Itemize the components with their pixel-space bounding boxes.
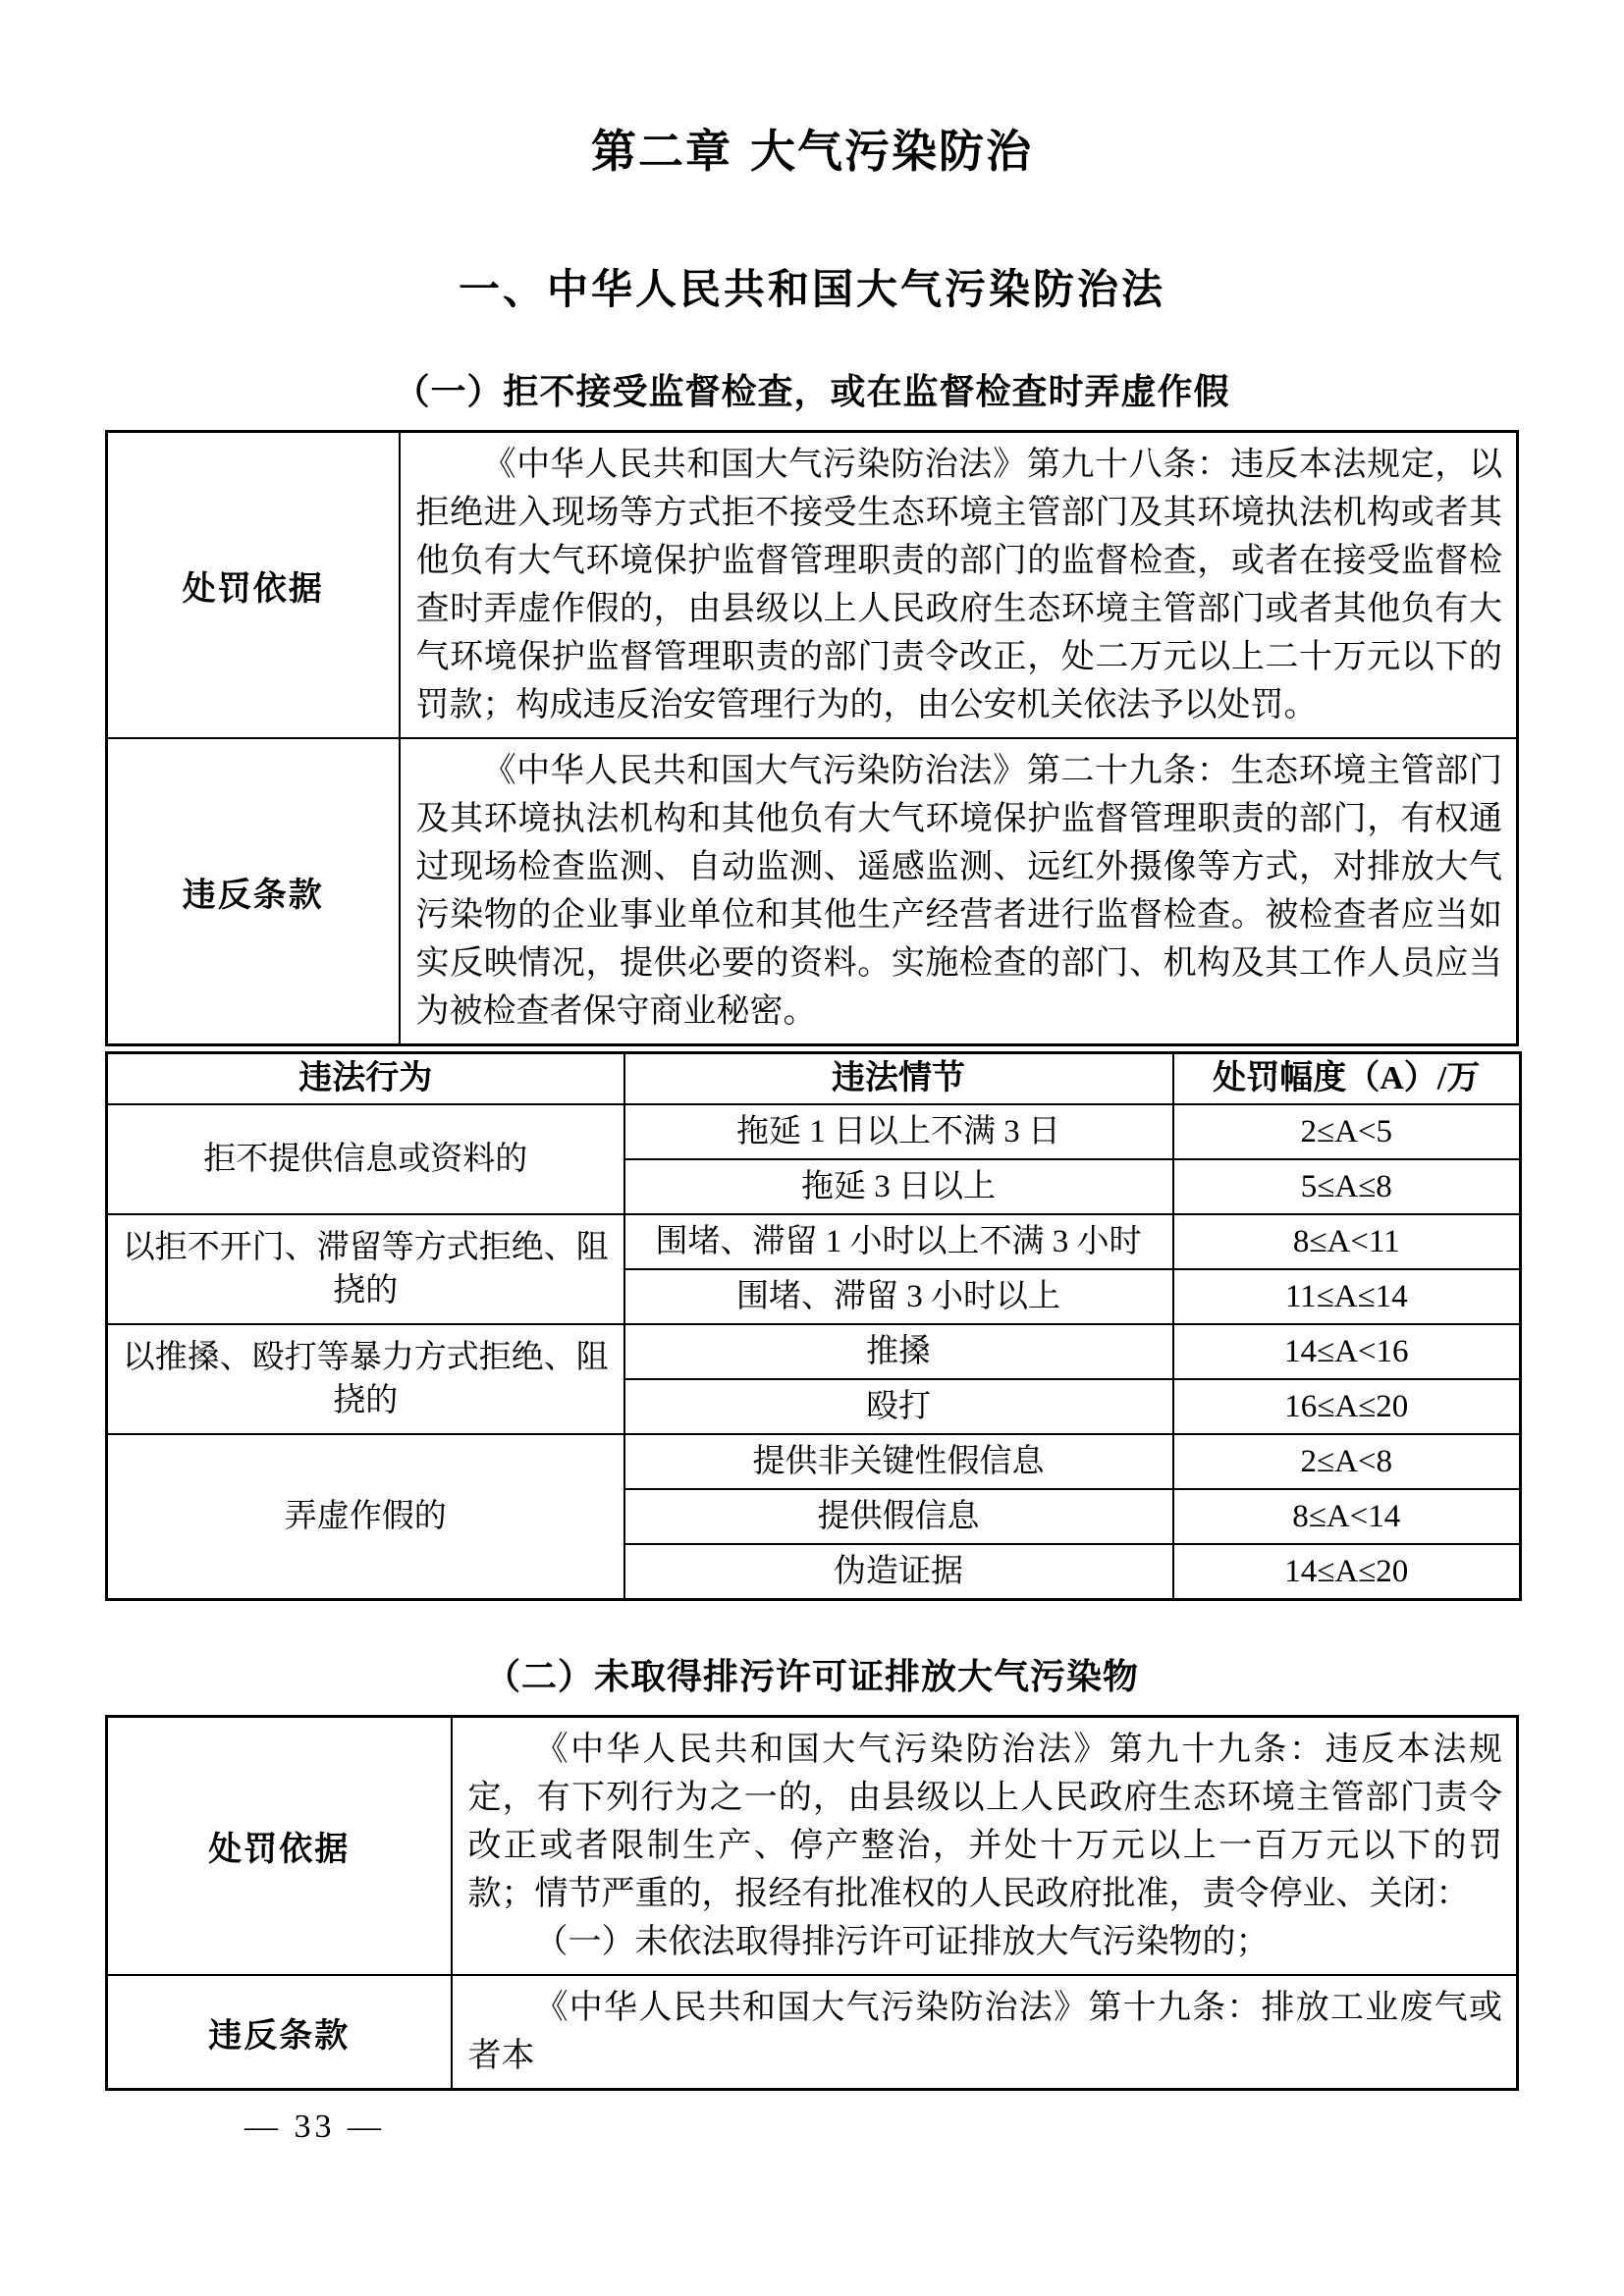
- violated-clause-label: 违反条款: [107, 1975, 452, 2090]
- law-name-title: 一、中华人民共和国大气污染防治法: [458, 268, 1165, 313]
- table-row: [107, 1975, 1518, 2090]
- circumstance-cell: 围堵、滞留 1 小时以上不满 3 小时: [624, 1214, 1173, 1269]
- table-row: [107, 1324, 1521, 1379]
- violated-clause-cell: [400, 738, 1518, 1045]
- section1-basis-table: [105, 430, 1519, 1046]
- table-row: [107, 1434, 1521, 1489]
- section1-violation-table: [105, 1051, 1522, 1601]
- table-row: [107, 1717, 1518, 1976]
- page-number: — 33 —: [244, 2109, 385, 2145]
- chapter-title: 第二章 大气污染防治: [590, 125, 1033, 178]
- section2-heading: （二）未取得排污许可证排放大气污染物: [484, 1657, 1139, 1696]
- header-illegal-circumstance: 违法情节: [624, 1053, 1173, 1105]
- circumstance-cell: 拖延 1 日以上不满 3 日: [624, 1104, 1173, 1159]
- violated-clause-text: 《中华人民共和国大气污染防治法》第十九条：排放工业废气或者本: [467, 1990, 1502, 2074]
- violated-clause-text: 《中华人民共和国大气污染防治法》第二十九条：生态环境主管部门及其环境执法机构和其他负有大气环境保护监督管理职责的部门，有权通过现场检查监测、自动监测、遥感监测、远红外摄像等方式，对排放大气污染物的企业事业单位和其他生产经营者进行监督检查。被检查者应当如实反映情况，提供必要的资料。实施检查的部门、机构及其工作人员应当为被检查者保守商业秘密。: [415, 753, 1502, 1030]
- behavior-cell: 拒不提供信息或资料的: [107, 1104, 624, 1214]
- header-penalty-range: 处罚幅度（A）/万: [1173, 1053, 1521, 1105]
- penalty-basis-label: 处罚依据: [107, 1717, 452, 1976]
- header-illegal-behavior: 违法行为: [107, 1053, 624, 1105]
- behavior-cell: 弄虚作假的: [107, 1434, 624, 1600]
- circumstance-cell: 围堵、滞留 3 小时以上: [624, 1269, 1173, 1324]
- penalty-range-cell: 8≤A<14: [1173, 1489, 1521, 1544]
- penalty-basis-cell: [400, 432, 1518, 739]
- violated-clause-cell: [452, 1975, 1518, 2090]
- penalty-basis-text: 《中华人民共和国大气污染防治法》第九十八条：违反本法规定，以拒绝进入现场等方式拒不接受生态环境主管部门及其环境执法机构或者其他负有大气环境保护监督管理职责的部门的监督检查，或者在接受监督检查时弄虚作假的，由县级以上人民政府生态环境主管部门或者其他负有大气环境保护监督管理职责的部门责令改正，处二万元以上二十万元以下的罚款；构成违反治安管理行为的，由公安机关依法予以处罚。: [415, 447, 1502, 723]
- section1-heading: （一）拒不接受监督检查，或在监督检查时弄虚作假: [394, 372, 1230, 411]
- section2-basis-table: [105, 1715, 1519, 2091]
- penalty-basis-cell: [452, 1717, 1518, 1976]
- circumstance-cell: 伪造证据: [624, 1544, 1173, 1600]
- penalty-range-cell: 16≤A≤20: [1173, 1379, 1521, 1434]
- table-header-row: [107, 1053, 1521, 1105]
- penalty-range-cell: 8≤A<11: [1173, 1214, 1521, 1269]
- penalty-range-cell: 2≤A<5: [1173, 1104, 1521, 1159]
- behavior-cell: 以推搡、殴打等暴力方式拒绝、阻挠的: [107, 1324, 624, 1434]
- circumstance-cell: 推搡: [624, 1324, 1173, 1379]
- penalty-range-cell: 2≤A<8: [1173, 1434, 1521, 1489]
- behavior-cell: 以拒不开门、滞留等方式拒绝、阻挠的: [107, 1214, 624, 1324]
- circumstance-cell: 提供非关键性假信息: [624, 1434, 1173, 1489]
- table-row: [107, 738, 1518, 1045]
- circumstance-cell: 提供假信息: [624, 1489, 1173, 1544]
- table-row: [107, 432, 1518, 739]
- penalty-range-cell: 11≤A≤14: [1173, 1269, 1521, 1324]
- table-row: [107, 1214, 1521, 1269]
- penalty-range-cell: 14≤A<16: [1173, 1324, 1521, 1379]
- circumstance-cell: 殴打: [624, 1379, 1173, 1434]
- penalty-basis-text-p1: 《中华人民共和国大气污染防治法》第九十九条：违反本法规定，有下列行为之一的，由县级以上人民政府生态环境主管部门责令改正或者限制生产、停产整治，并处十万元以上一百万元以下的罚款；情节严重的，报经有批准权的人民政府批准，责令停业、关闭：: [467, 1732, 1502, 1912]
- circumstance-cell: 拖延 3 日以上: [624, 1159, 1173, 1214]
- penalty-range-cell: 5≤A≤8: [1173, 1159, 1521, 1214]
- table-row: [107, 1104, 1521, 1159]
- penalty-basis-text-p2: （一）未依法取得排污许可证排放大气污染物的；: [534, 1924, 1270, 1960]
- penalty-basis-label: 处罚依据: [107, 432, 400, 739]
- violated-clause-label: 违反条款: [107, 738, 400, 1045]
- penalty-range-cell: 14≤A≤20: [1173, 1544, 1521, 1600]
